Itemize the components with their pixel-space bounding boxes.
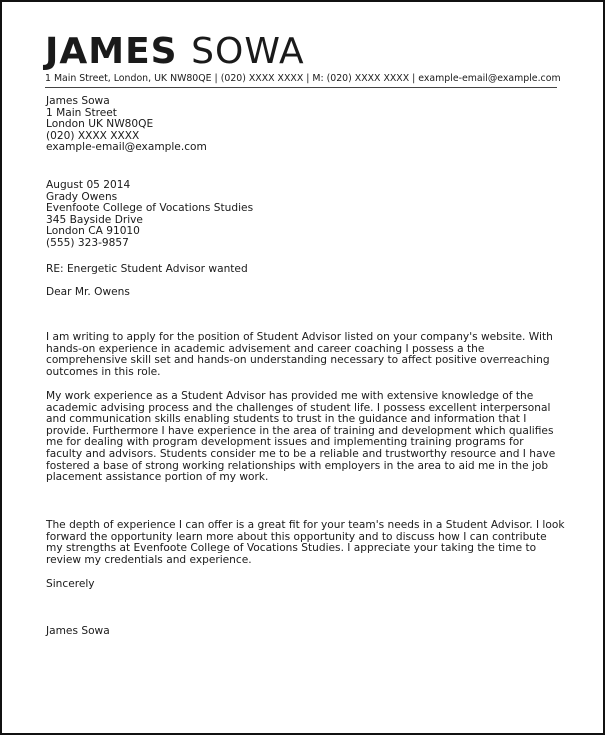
recipient-name: Grady Owens: [46, 190, 118, 203]
recipient-city: London CA 91010: [46, 225, 140, 238]
paragraph-3: The depth of experience I can offer is a great fit for your team's needs in a Student Advisor. I look forward the opportunity learn more about this opportunity and to discuss how I can contribute my strengths at Evenfoote College of Vocations Studies. I appreciate your taking the time to review my credentials and experience.: [46, 519, 565, 566]
header-first-name: JAMES: [45, 31, 178, 72]
applicant-name-header: [45, 32, 305, 72]
salutation: Dear Mr. Owens: [46, 286, 130, 298]
signature-name: James Sowa: [46, 625, 110, 637]
sender-street: 1 Main Street: [46, 106, 117, 119]
recipient-address-block: [46, 180, 566, 250]
recipient-phone: (555) 323-9857: [46, 236, 129, 249]
sender-city: London UK NW80QE: [46, 118, 154, 131]
letter-date: August 05 2014: [46, 179, 131, 191]
sender-phone: (020) XXXX XXXX: [46, 129, 140, 142]
recipient-street: 345 Bayside Drive: [46, 213, 143, 226]
header-contact-line: 1 Main Street, London, UK NW80QE | (020) XXXX XXXX | M: (020) XXXX XXXX | example-email@example.com: [45, 73, 557, 88]
closing: Sincerely: [46, 578, 95, 590]
sender-address-block: [46, 96, 566, 154]
header-last-name: SOWA: [191, 31, 305, 72]
sender-name: James Sowa: [46, 95, 110, 107]
paragraph-2: My work experience as a Student Advisor has provided me with extensive knowledge of the academic advising process and the challenges of student life. I possess excellent interpersonal and communication skills enabling students to trust in the guidance and information that I provide. Furthermore I have experience in the area of training and development which qualifies me for dealing with program development issues and implementing training programs for faculty and advisors. Students consider me to be a reliable and trustworthy resource and I have fostered a base of strong working relationships with employers in the area to aid me in the job placement assistance portion of my work.: [46, 390, 556, 484]
subject-line: RE: Energetic Student Advisor wanted: [46, 263, 248, 275]
sender-email: example-email@example.com: [46, 141, 207, 154]
recipient-organization: Evenfoote College of Vocations Studies: [46, 202, 254, 215]
paragraph-1: I am writing to apply for the position of Student Advisor listed on your company's website. With hands-on experience in academic advisement and career coaching I possess a the comprehensive skill set and hands-on understanding necessary to affect positive overreaching outcomes in this role.: [46, 331, 553, 378]
